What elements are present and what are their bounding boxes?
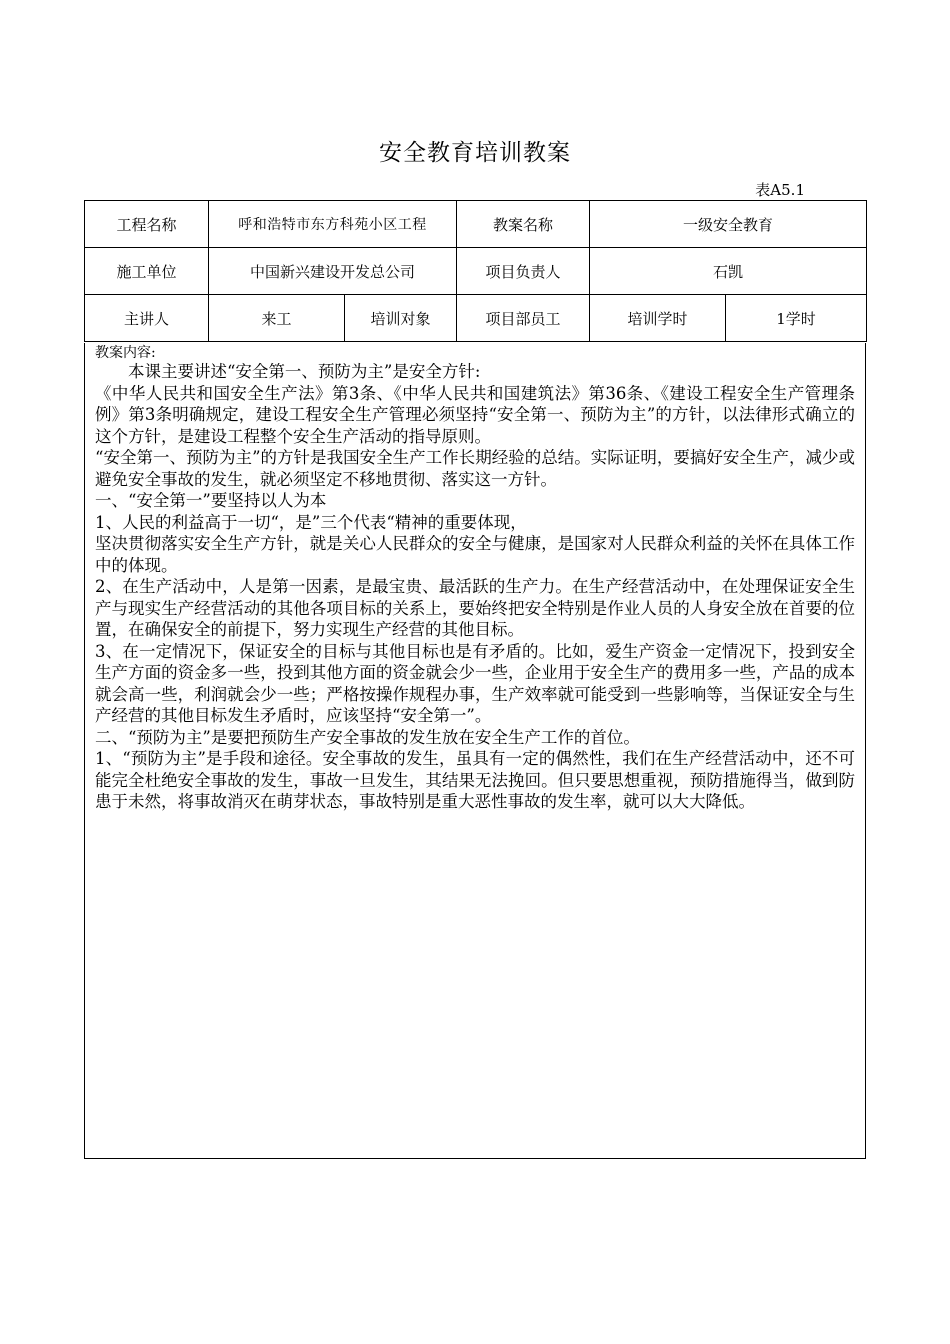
content-label: 教案内容: — [95, 345, 156, 361]
lesson-name-value: 一级安全教育 — [590, 201, 867, 248]
paragraph: 1、“预防为主”是手段和途径。安全事故的发生，虽具有一定的偶然性，我们在生产经营活动中，还不可能完全杜绝安全事故的发生，事故一旦发生，其结果无法挽回。但只要思想重视，预防措施得当，做到防患于未然，将事故消灭在萌芽状态，事故特别是重大恶性事故的发生率，就可以大大降低。 — [95, 749, 855, 811]
project-manager-label: 项目负责人 — [457, 248, 590, 295]
trainees-value: 项目部员工 — [457, 295, 590, 342]
section-heading: 一、“安全第一”要坚持以人为本 — [95, 491, 327, 510]
lecturer-value: 来工 — [209, 295, 345, 342]
project-name-value: 呼和浩特市东方科苑小区工程 — [209, 201, 457, 248]
paragraph: 2、在生产活动中，人是第一因素，是最宝贵、最活跃的生产力。在生产经营活动中，在处理保证安全生产与现实生产经营活动的其他各项目标的关系上，要始终把安全特别是作业人员的人身安全放在首要的位置，在确保安全的前提下，努力实现生产经营的其他目标。 — [95, 577, 855, 639]
lecturer-label: 主讲人 — [85, 295, 209, 342]
section-heading: 二、“预防为主”是要把预防生产安全事故的发生放在安全生产工作的首位。 — [95, 727, 640, 747]
form-number: 表A5.1 — [755, 181, 805, 199]
paragraph: 《中华人民共和国安全生产法》第3条、《中华人民共和国建筑法》第36条、《建设工程安全生产管理条例》第3条明确规定，建设工程安全生产管理必须坚持“安全第一、预防为主”的方针，以法律形式确立的这个方针，是建设工程整个安全生产活动的指导原则。 — [95, 383, 855, 446]
trainees-label: 培训对象 — [345, 295, 457, 342]
paragraph: 本课主要讲述“安全第一、预防为主”是安全方针: — [128, 362, 481, 381]
paragraph: 坚决贯彻落实安全生产方针，就是关心人民群众的安全与健康，是国家对人民群众利益的关怀在具体工作中的体现。 — [95, 534, 855, 575]
hours-value: 1学时 — [726, 295, 867, 342]
table-row — [85, 201, 867, 248]
paragraph: 3、在一定情况下，保证安全的目标与其他目标也是有矛盾的。比如，爱生产资金一定情况下，投到安全生产方面的资金多一些，投到其他方面的资金就会少一些，企业用于安全生产的费用多一些，产品的成本就会高一些，利润就会少一些；严格按操作规程办事，生产效率就可能受到一些影响等，当保证安全与生产经营的其他目标发生矛盾时，应该坚持“安全第一”。 — [95, 641, 855, 725]
hours-label: 培训学时 — [590, 295, 726, 342]
table-row — [85, 248, 867, 295]
lesson-name-label: 教案名称 — [457, 201, 590, 248]
project-manager-value: 石凯 — [590, 248, 867, 295]
table-row — [85, 295, 867, 342]
info-table — [84, 200, 867, 342]
paragraph: 1、人民的利益高于一切“，是”三个代表“精神的重要体现， — [95, 512, 527, 532]
lesson-content — [84, 343, 866, 1159]
construction-unit-value: 中国新兴建设开发总公司 — [209, 248, 457, 295]
construction-unit-label: 施工单位 — [85, 248, 209, 295]
document-title: 安全教育培训教案 — [379, 140, 571, 166]
paragraph: “安全第一、预防为主”的方针是我国安全生产工作长期经验的总结。实际证明，要搞好安全生产，减少或避免安全事故的发生，就必须坚定不移地贯彻、落实这一方针。 — [95, 448, 855, 489]
project-name-label: 工程名称 — [85, 201, 209, 248]
